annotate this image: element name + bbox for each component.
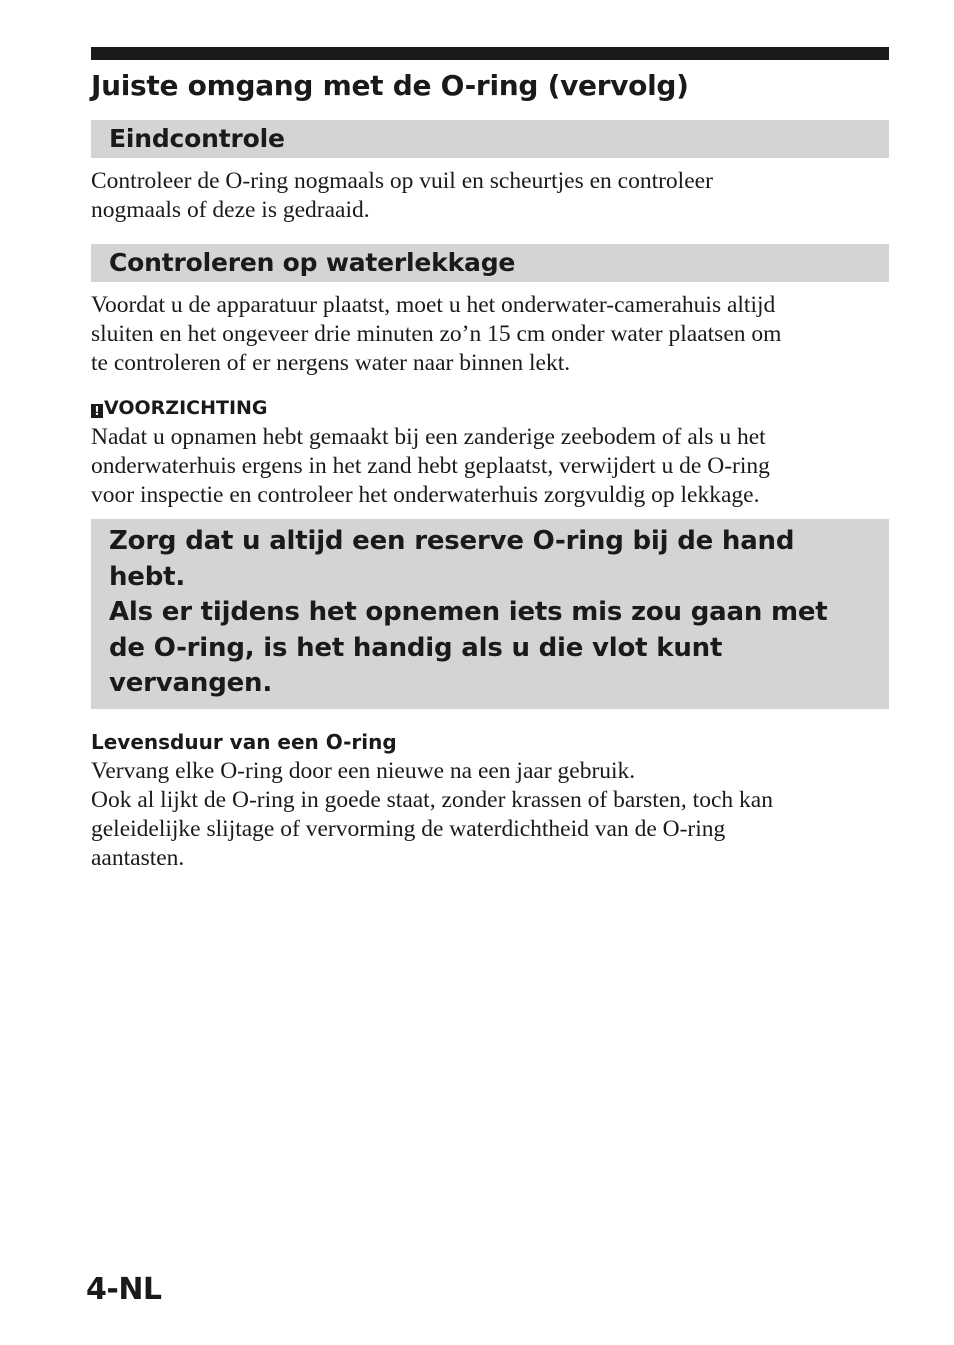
text-line: voor inspectie en controleer het onderwaterhuis zorgvuldig op lekkage. [91,482,760,508]
eindcontrole-paragraph [91,167,889,225]
text-line: sluiten en het ongeveer drie minuten zo’n 15 cm onder water plaatsen om [91,321,782,347]
section-heading-waterlekkage: Controleren op waterlekkage [109,248,516,277]
section-bar-waterlekkage [91,244,889,282]
text-line: Ook al lijkt de O-ring in goede staat, zonder krassen of barsten, toch kan [91,787,773,813]
text-line: aantasten. [91,845,185,871]
caution-label [91,394,268,422]
caution-label-text: VOORZICHTING [104,397,268,419]
section-heading-eindcontrole: Eindcontrole [109,124,285,153]
waterlekkage-paragraph [91,291,889,378]
notice-line-2: Als er tijdens het opnemen iets mis zou gaan met de O-ring, is het handig als u die vlot kunt vervangen. [109,597,828,698]
top-rule [91,47,889,60]
text-line: Controleer de O-ring nogmaals op vuil en scheurtjes en controleer [91,168,713,194]
page-title: Juiste omgang met de O-ring (vervolg) [91,69,689,102]
text-line: te controleren of er nergens water naar binnen lekt. [91,350,571,376]
text-line: Nadat u opnamen hebt gemaakt bij een zanderige zeebodem of als u het [91,424,766,450]
text-line: geleidelijke slijtage of vervorming de waterdichtheid van de O-ring [91,816,726,842]
text-line: Voordat u de apparatuur plaatst, moet u het onderwater-camerahuis altijd [91,292,776,318]
text-line: Vervang elke O-ring door een nieuwe na een jaar gebruik. [91,758,636,784]
lifespan-heading: Levensduur van een O-ring [91,730,397,754]
text-line: onderwaterhuis ergens in het zand hebt geplaatst, verwijdert u de O-ring [91,453,770,479]
notice-box [91,519,889,709]
caution-icon: ! [91,404,103,418]
lifespan-paragraph [91,757,889,873]
text-line: nogmaals of deze is gedraaid. [91,197,370,223]
notice-text [91,519,889,702]
page-number: 4-NL [86,1272,162,1307]
caution-paragraph [91,423,889,510]
section-bar-eindcontrole [91,120,889,158]
notice-line-1: Zorg dat u altijd een reserve O-ring bij de hand hebt. [109,526,795,592]
